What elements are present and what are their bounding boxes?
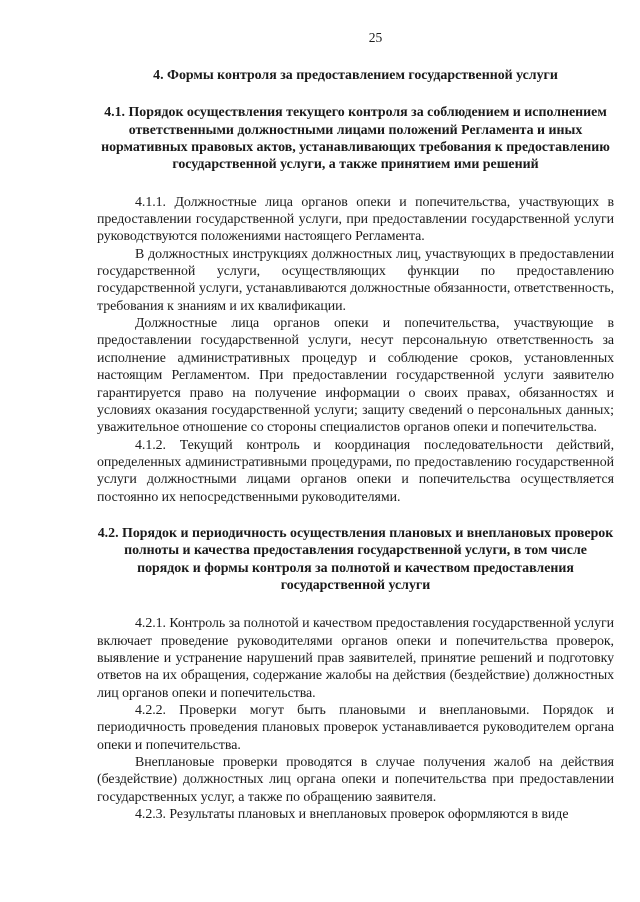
subsection-2-title: 4.2. Порядок и периодичность осуществления плановых и внеплановых проверок полноты и качества предоставления государственной услуги, в том числе порядок и формы контроля за полнотой и качеством предоставления государственной услуги [97, 525, 614, 593]
paragraph-unscheduled-checks: Внеплановые проверки проводятся в случае получения жалоб на действия (бездействие) должностных лиц органа опеки и попечительства при предоставлении государственных услуг, а также по обращению заявителя. [97, 755, 614, 805]
page-number: 25 [368, 30, 383, 45]
paragraph-officials-responsibility: Должностные лица органов опеки и попечительства, участвующие в предоставлении государственной услуги, несут персональную ответственность за исполнение административных процедур и соблюдение сроков, установленных настоящим Регламентом. При предоставлении государственной услуги заявителю гарантируется право на получение информации о своих правах, обязанностях и условиях оказания государственной услуги; защиту сведений о персональных данных; уважительное отношение со стороны специалистов органов опеки и попечительства. [97, 316, 614, 436]
paragraph-4-1-2: 4.1.2. Текущий контроль и координация последовательности действий, определенных административными процедурами, по предоставлению государственной услуги должностными лицами органов опеки и попечительства осуществляется постоянно их непосредственными руководителями. [97, 437, 614, 505]
section-title: 4. Формы контроля за предоставлением государственной услуги [153, 68, 558, 83]
subsection-1-title: 4.1. Порядок осуществления текущего контроля за соблюдением и исполнением ответственными должностными лицами положений Регламента и иных нормативных правовых актов, устанавливающих требования к предоставлению государственной услуги, а также принятием ими решений [101, 105, 610, 173]
paragraph-4-2-1: 4.2.1. Контроль за полнотой и качеством предоставления государственной услуги включает проведение руководителями органов опеки и попечительства проверок, выявление и устранение нарушений прав заявителей, принятие решений и подготовку ответов на их обращения, содержание жалобы на действия (бездействие) должностных лиц органов опеки и попечительства. [97, 616, 614, 701]
paragraph-job-instructions: В должностных инструкциях должностных лиц, участвующих в предоставлении государственной услуги, осуществляющих функции по предоставлению государственной услуги, устанавливаются должностные обязанности, ответственность, требования к знаниям и их квалификации. [97, 246, 614, 314]
paragraph-4-1-1: 4.1.1. Должностные лица органов опеки и попечительства, участвующих в предоставлении государственной услуги, при предоставлении государственной услуги руководствуются положениями настоящего Регламента. [97, 194, 614, 245]
paragraph-4-2-2: 4.2.2. Проверки могут быть плановыми и внеплановыми. Порядок и периодичность проведения плановых проверок устанавливается руководителем органа опеки и попечительства. [97, 703, 614, 753]
paragraph-4-2-3: 4.2.3. Результаты плановых и внеплановых проверок оформляются в виде [135, 807, 569, 823]
